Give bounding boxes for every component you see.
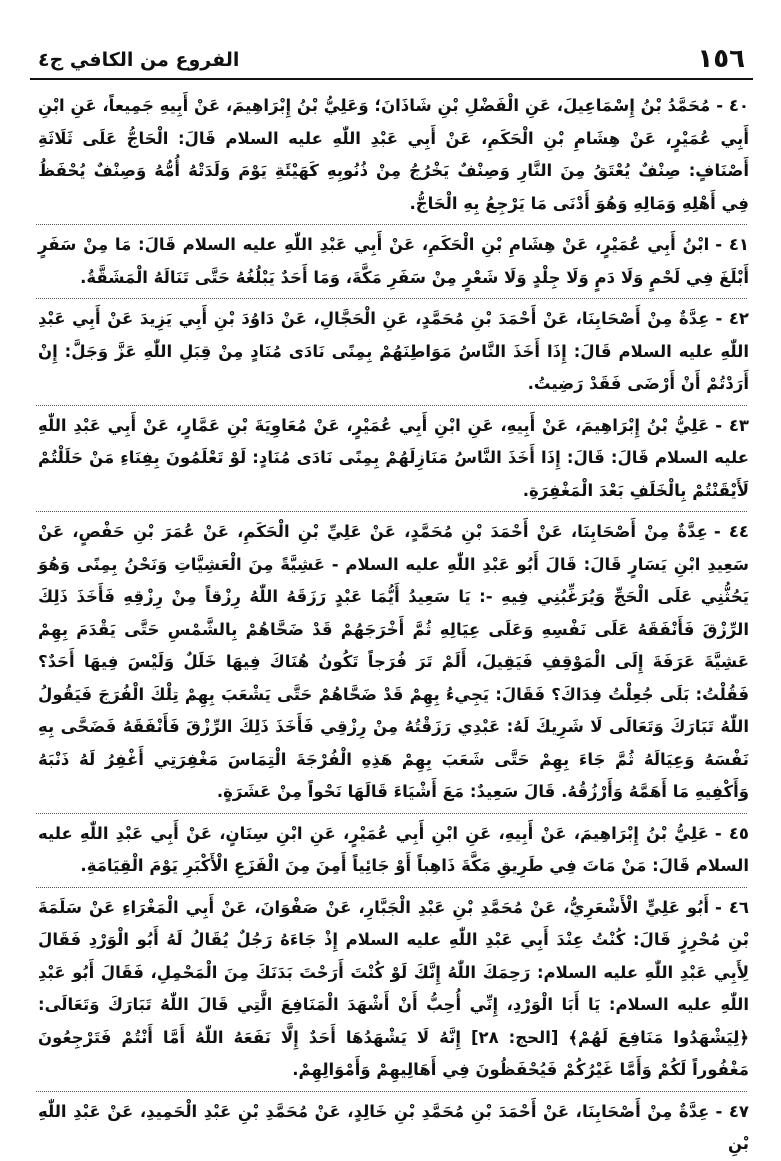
hadith-text: عِدَّةٌ مِنْ أَصْحَابِنَا، عَنْ أَحْمَدَ بْنِ مُحَمَّدٍ، عَنِ الْحَجَّالِ، عَنْ دَاوُدَ بْنِ أَبِي يَزِيدَ عَنْ أَبِي عَبْدِ اللّٰهِ عليه السلام قَالَ: إِذَا أَخَذَ النَّاسُ مَوَاطِنَهُمْ بِمِنًى نَادَى مُنَادٍ مِنْ قِبَلِ اللّٰهِ عَزَّ وَجَلَّ: إِنْ أَرَدْتُمْ أَنْ أَرْضَى فَقَدْ رَضِيتُ.: [38, 309, 749, 393]
book-title: الفروع من الكافي ج٤: [38, 49, 240, 71]
page-header: [30, 40, 753, 80]
hadith-40: [30, 90, 753, 220]
page-number: ١٥٦: [697, 44, 745, 74]
page-body: [30, 80, 753, 1161]
hadith-divider: [36, 298, 747, 299]
hadith-47: [30, 1096, 753, 1161]
hadith-text: عِدَّةٌ مِنْ أَصْحَابِنَا، عَنْ أَحْمَدَ بْنِ مُحَمَّدِ بْنِ خَالِدٍ، عَنْ مُحَمَّدِ بْنِ عَبْدِ الْحَمِيدِ، عَنْ عَبْدِ اللّٰهِ بْنِ: [38, 1101, 749, 1153]
hadith-text: عَلِيُّ بْنُ إِبْرَاهِيمَ، عَنْ أَبِيهِ، عَنِ ابْنِ أَبِي عُمَيْرٍ، عَنِ ابْنِ سِنَانٍ، عَنْ أَبِي عَبْدِ اللّٰهِ عليه السلام قَالَ: مَنْ مَاتَ فِي طَرِيقِ مَكَّةَ ذَاهِباً أَوْ جَائِياً أَمِنَ مِنَ الْفَزَعِ الْأَكْبَرِ يَوْمَ الْقِيَامَةِ.: [38, 823, 749, 875]
hadith-divider: [36, 887, 747, 888]
hadith-divider: [36, 511, 747, 512]
hadith-number: ٤٦ -: [715, 897, 749, 917]
hadith-text: ابْنُ أَبِي عُمَيْرٍ، عَنْ هِشَامِ بْنِ الْحَكَمِ، عَنْ أَبِي عَبْدِ اللّٰهِ عليه السلام قَالَ: مَا مِنْ سَفَرٍ أَبْلَغَ فِي لَحْمٍ وَلَا دَمٍ وَلَا جِلْدٍ وَلَا شَعْرٍ مِنْ سَفَرِ مَكَّةَ، وَمَا أَحَدٌ يَبْلُغُهُ حَتَّى تَنَالَهُ الْمَشَقَّةُ.: [38, 235, 749, 287]
hadith-44: [30, 516, 753, 809]
hadith-46: [30, 892, 753, 1087]
hadith-divider: [36, 1091, 747, 1092]
hadith-number: ٤٢ -: [715, 309, 750, 328]
hadith-number: ٤٤ -: [713, 522, 750, 541]
hadith-41: [30, 229, 753, 294]
hadith-number: ٤١ -: [715, 235, 749, 254]
hadith-divider: [36, 405, 747, 406]
hadith-42: [30, 303, 753, 401]
hadith-number: ٤٧ -: [715, 1101, 749, 1121]
hadith-43: [30, 410, 753, 508]
hadith-number: ٤٠ -: [716, 96, 749, 115]
hadith-number: ٤٣ -: [715, 415, 749, 435]
hadith-number: ٤٥ -: [714, 823, 749, 843]
hadith-text: أَبُو عَلِيٍّ الْأَشْعَرِيُّ، عَنْ مُحَمَّدِ بْنِ عَبْدِ الْجَبَّارِ، عَنْ صَفْوَانَ، عَنْ أَبِي الْمَغْرَاءِ عَنْ سَلَمَةَ بْنِ مُحْرِزٍ قَالَ: كُنْتُ عِنْدَ أَبِي عَبْدِ اللّٰهِ عليه السلام إِذْ جَاءَهُ رَجُلٌ يُقَالُ لَهُ أَبُو الْوَرْدِ فَقَالَ لِأَبِي عَبْدِ اللّٰهِ عليه السلام: رَحِمَكَ اللّٰهُ إِنَّكَ لَوْ كُنْتَ أَرَحْتَ بَدَنَكَ مِنَ الْمَحْمِلِ، فَقَالَ أَبُو عَبْدِ اللّٰهِ عليه السلام: يَا أَبَا الْوَرْدِ، إِنِّي أُحِبُّ أَنْ أَشْهَدَ الْمَنَافِعَ الَّتِي قَالَ اللّٰهُ تَبَارَكَ وَتَعَالَى: ﴿لِيَشْهَدُوا مَنَافِعَ لَهُمْ﴾ [الحج: ٢٨] إِنَّهُ لَا يَشْهَدُهَا أَحَدٌ إِلَّا نَفَعَهُ اللّٰهُ أَمَّا أَنْتُمْ فَتَرْجِعُونَ مَغْفُوراً لَكُمْ وَأَمَّا غَيْرُكُمْ فَيُحْفَظُونَ فِي أَهَالِيهِمْ وَأَمْوَالِهِمْ.: [38, 897, 749, 1079]
hadith-45: [30, 818, 753, 883]
hadith-divider: [36, 813, 747, 814]
hadith-text: عَلِيُّ بْنُ إِبْرَاهِيمَ، عَنْ أَبِيهِ، عَنِ ابْنِ أَبِي عُمَيْرٍ، عَنْ مُعَاوِيَةَ بْنِ عَمَّارٍ، عَنْ أَبِي عَبْدِ اللّٰهِ عليه السلام قَالَ: قَالَ: إِذَا أَخَذَ النَّاسُ مَنَازِلَهُمْ بِمِنًى نَادَى مُنَادٍ: لَوْ تَعْلَمُونَ بِفِنَاءِ مَنْ حَلَلْتُمْ لَأَيْقَنْتُمْ بِالْخَلَفِ بَعْدَ الْمَغْفِرَةِ.: [38, 415, 749, 500]
hadith-divider: [36, 224, 747, 225]
hadith-text: عِدَّةٌ مِنْ أَصْحَابِنَا، عَنْ أَحْمَدَ بْنِ مُحَمَّدٍ، عَنْ عَلِيِّ بْنِ الْحَكَمِ، عَنْ عُمَرَ بْنِ حَفْصٍ، عَنْ سَعِيدِ ابْنِ يَسَارٍ قَالَ: قَالَ أَبُو عَبْدِ اللّٰهِ عليه السلام - عَشِيَّةً مِنَ الْعَشِيَّاتِ وَنَحْنُ بِمِنًى وَهُوَ يَحُثُّنِي عَلَى الْحَجِّ وَيُرَغِّبُنِي فِيهِ -: يَا سَعِيدُ أَيُّمَا عَبْدٍ رَزَقَهُ اللّٰهُ رِزْقاً مِنْ رِزْقِهِ فَأَخَذَ ذَلِكَ الرِّزْقَ فَأَنْفَقَهُ عَلَى نَفْسِهِ وَعَلَى عِيَالِهِ ثُمَّ أَخْرَجَهُمْ قَدْ ضَحَّاهُمْ بِالشَّمْسِ حَتَّى يَقْدَمَ بِهِمْ عَشِيَّةَ عَرَفَةَ إِلَى الْمَوْقِفِ فَيَقِيلَ، أَلَمْ تَرَ فُرَجاً تَكُونُ هُنَاكَ فِيهَا خَلَلٌ وَلَيْسَ فِيهَا أَحَدٌ؟ فَقُلْتُ: بَلَى جُعِلْتُ فِدَاكَ؟ فَقَالَ: يَجِيءُ بِهِمْ قَدْ ضَحَّاهُمْ حَتَّى يَشْعَبَ بِهِمْ تِلْكَ الْفُرَجَ فَيَقُولُ اللّٰهُ تَبَارَكَ وَتَعَالَى لَا شَرِيكَ لَهُ: عَبْدِي رَزَقْتُهُ مِنْ رِزْقِي فَأَخَذَ ذَلِكَ الرِّزْقَ فَأَنْفَقَهُ فَضَحَّى بِهِ نَفْسَهُ وَعِيَالَهُ ثُمَّ جَاءَ بِهِمْ حَتَّى شَعَبَ بِهِمْ هَذِهِ الْفُرْجَةَ الْتِمَاسَ مَغْفِرَتِي أَغْفِرُ لَهُ ذَنْبَهُ وَأَكْفِيهِ مَا أَهَمَّهُ وَأَرْزُقُهُ. قَالَ سَعِيدٌ: مَعَ أَشْيَاءَ قَالَهَا نَحْواً مِنْ عَشَرَةٍ.: [38, 522, 749, 801]
hadith-text: مُحَمَّدُ بْنُ إِسْمَاعِيلَ، عَنِ الْفَضْلِ بْنِ شَاذَانَ؛ وَعَلِيُّ بْنُ إِبْرَاهِيمَ، عَنْ أَبِيهِ جَمِيعاً، عَنِ ابْنِ أَبِي عُمَيْرٍ، عَنْ هِشَامِ بْنِ الْحَكَمِ، عَنْ أَبِي عَبْدِ اللّٰهِ عليه السلام قَالَ: الْحَاجُّ عَلَى ثَلَاثَةِ أَصْنَافٍ: صِنْفٌ يُعْتَقُ مِنَ النَّارِ وَصِنْفٌ يَخْرُجُ مِنْ ذُنُوبِهِ كَهَيْئَةِ يَوْمَ وَلَدَتْهُ أُمُّهُ وَصِنْفٌ يُحْفَظُ فِي أَهْلِهِ وَمَالِهِ وَهُوَ أَدْنَى مَا يَرْجِعُ بِهِ الْحَاجُّ.: [38, 96, 749, 213]
